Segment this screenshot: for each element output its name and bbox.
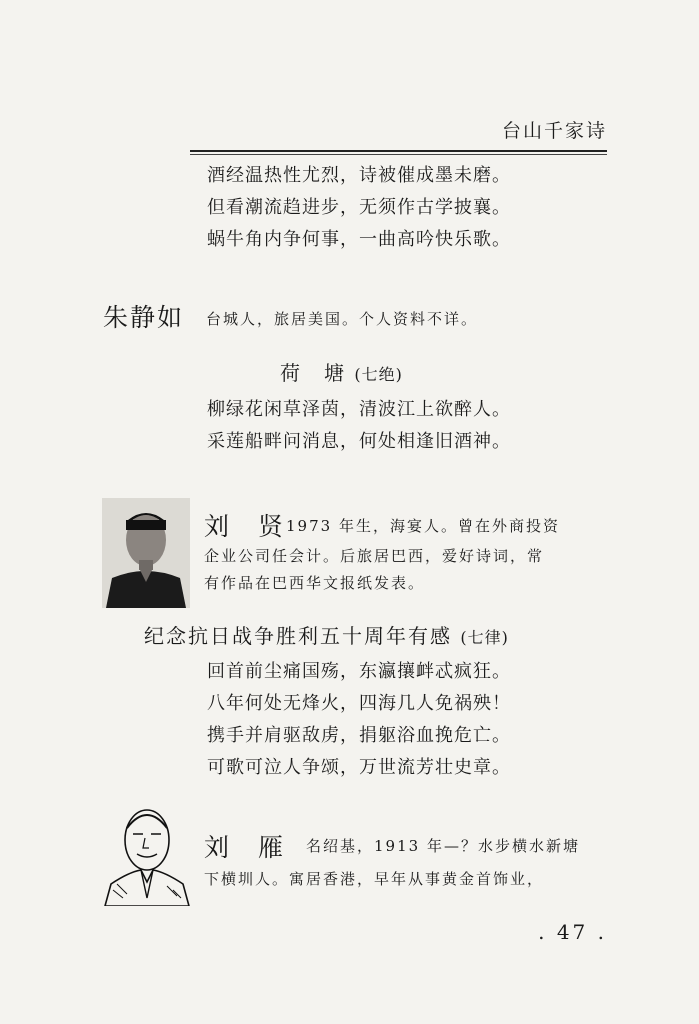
author-portrait-photo	[102, 498, 190, 608]
poem-line: 酒经温热性尤烈，诗被催成墨未磨。	[207, 165, 511, 186]
author-name: 朱静如	[103, 303, 185, 332]
author-name: 刘 贤	[204, 512, 286, 541]
poem-line: 柳绿花闲草泽茵，清波江上欲醉人。	[207, 399, 511, 420]
poem-top	[207, 160, 511, 256]
author-portrait-sketch	[103, 798, 191, 906]
header-rule-thin	[190, 154, 607, 155]
poem-title	[280, 357, 403, 386]
author-name: 刘 雁	[204, 833, 286, 862]
poem-line: 八年何处无烽火，四海几人免祸殃！	[207, 693, 511, 714]
author-bio: 名绍基，1913 年—？水步横水新塘	[306, 837, 580, 855]
running-header: 台山千家诗	[501, 120, 607, 142]
author-bio: 1973 年生，海宴人。曾在外商投资	[286, 517, 560, 535]
poem-line: 蜗牛角内争何事，一曲高吟快乐歌。	[207, 229, 511, 250]
poem-line: 携手并肩驱敌虏，捐躯浴血挽危亡。	[207, 725, 511, 746]
header-rule	[190, 150, 607, 152]
page-number: . 47 .	[538, 920, 607, 944]
poem-line: 但看潮流趋进步，无须作古学披襄。	[207, 197, 511, 218]
poem-title	[144, 620, 509, 649]
author-bio: 台城人，旅居美国。个人资料不详。	[206, 310, 479, 328]
portrait-icon	[102, 498, 190, 608]
sketch-portrait-icon	[103, 798, 191, 906]
poem-body	[207, 394, 511, 458]
author-bio: 下横圳人。寓居香港，早年从事黄金首饰业，	[204, 870, 545, 888]
poem-line: 可歌可泣人争颂，万世流芳壮史章。	[207, 757, 511, 778]
poem-form: (七律)	[460, 628, 509, 647]
poem-title-text: 纪念抗日战争胜利五十周年有感	[144, 624, 452, 648]
poem-line: 采莲船畔问消息，何处相逢旧酒神。	[207, 431, 511, 452]
poem-line: 回首前尘痛国殇，东瀛攘衅忒疯狂。	[207, 661, 511, 682]
poem-title-text: 荷 塘	[280, 361, 346, 385]
author-bio: 有作品在巴西华文报纸发表。	[204, 574, 426, 592]
poem-body	[207, 656, 511, 784]
author-bio: 企业公司任会计。后旅居巴西，爱好诗词，常	[204, 547, 545, 565]
poem-form: (七绝)	[354, 365, 403, 384]
